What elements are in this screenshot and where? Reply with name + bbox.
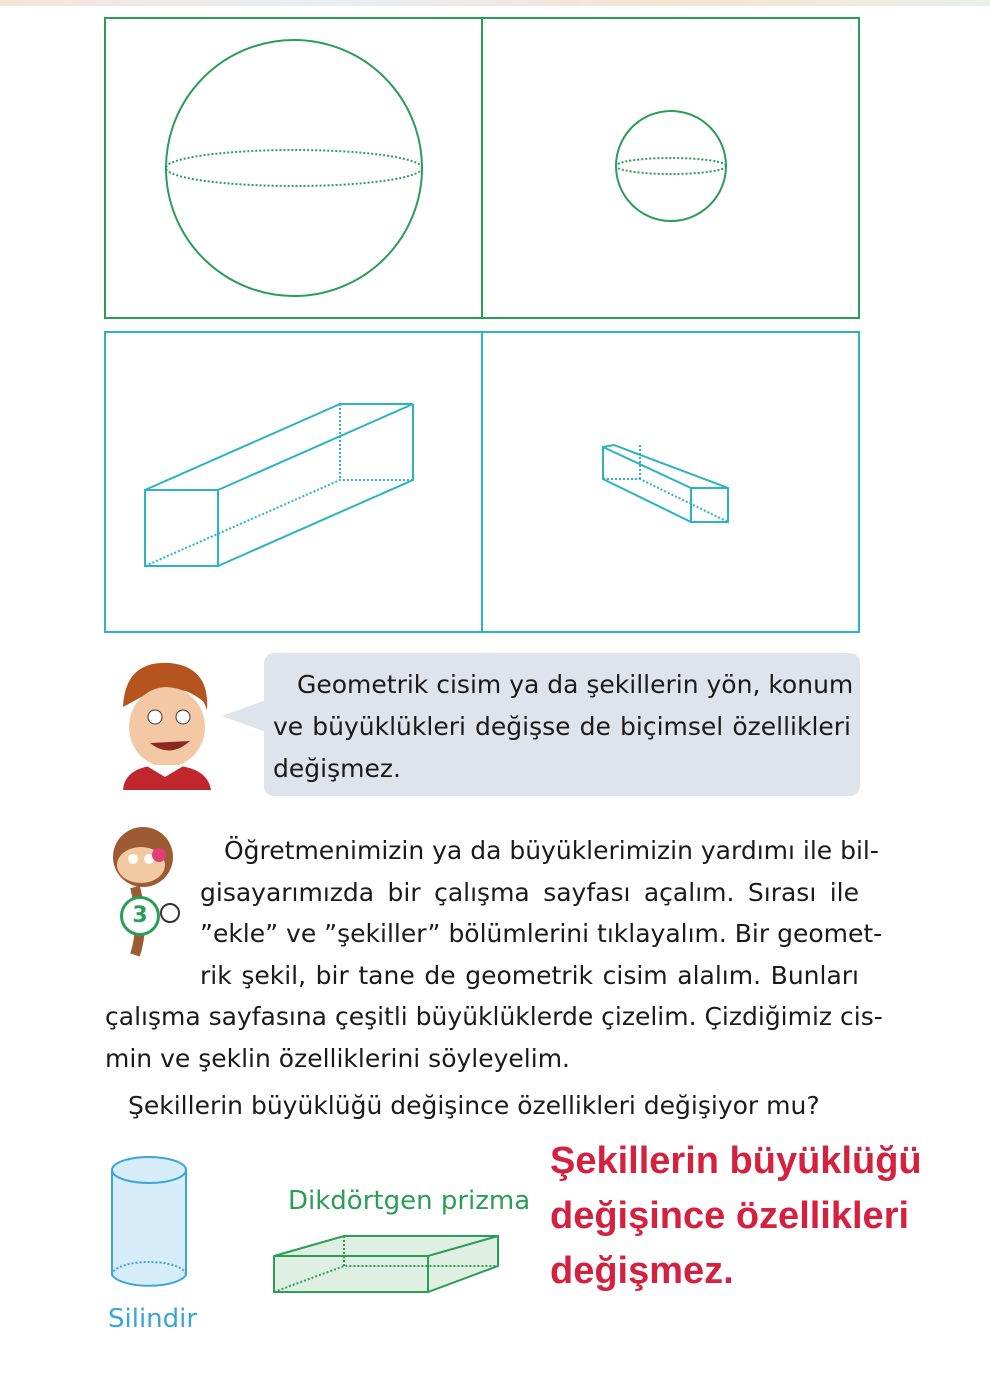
large-prism: [145, 404, 413, 566]
answer-text: [550, 1134, 922, 1299]
activity-question: Şekillerin büyüklüğü değişince özellikleri değişiyor mu?: [128, 1091, 820, 1120]
cylinder-figure: [105, 1150, 195, 1295]
bubble-line: ve büyüklükleri değişse de biçimsel özellikleri: [273, 712, 851, 741]
activity-line: Öğretmenimizin ya da büyüklerimizin yardımı ile bil-: [224, 836, 879, 865]
activity-paragraph-bottom: [105, 996, 883, 1079]
bubble-line: değişmez.: [273, 754, 401, 783]
activity-number-badge: 3: [120, 896, 160, 936]
activity-line: çalışma sayfasına çeşitli büyüklüklerde çizelim. Çizdiğimiz cis-: [105, 1002, 883, 1031]
small-sphere: [616, 111, 726, 221]
activity-line: gisayarımızda bir çalışma sayfası açalım. Sırası ile: [200, 877, 859, 907]
large-sphere: [166, 40, 422, 296]
answer-line: değişince özellikleri: [550, 1195, 910, 1237]
answer-line: değişmez.: [550, 1250, 734, 1292]
answer-line: Şekillerin büyüklüğü: [550, 1140, 922, 1182]
activity-line: rik şekil, bir tane de geometrik cisim alalım. Bunları: [200, 960, 859, 990]
bubble-line: Geometrik cisim ya da şekillerin yön, konum: [297, 670, 854, 699]
sphere-panel: [0, 0, 990, 640]
speech-bubble-text: [273, 664, 854, 790]
rectangular-prism-figure: [270, 1230, 505, 1300]
cylinder-label: Silindir: [108, 1304, 198, 1334]
speech-bubble-tail: [222, 700, 266, 732]
small-prism: [603, 445, 728, 522]
boy-illustration: [115, 655, 215, 790]
prism-label: Dikdörtgen prizma: [288, 1186, 531, 1216]
activity-line: min ve şeklin özelliklerini söyleyelim.: [105, 1043, 570, 1073]
activity-paragraph-top: [200, 830, 883, 996]
activity-line: ”ekle” ve ”şekiller” bölümlerini tıklayalım. Bir geomet-: [200, 919, 883, 948]
